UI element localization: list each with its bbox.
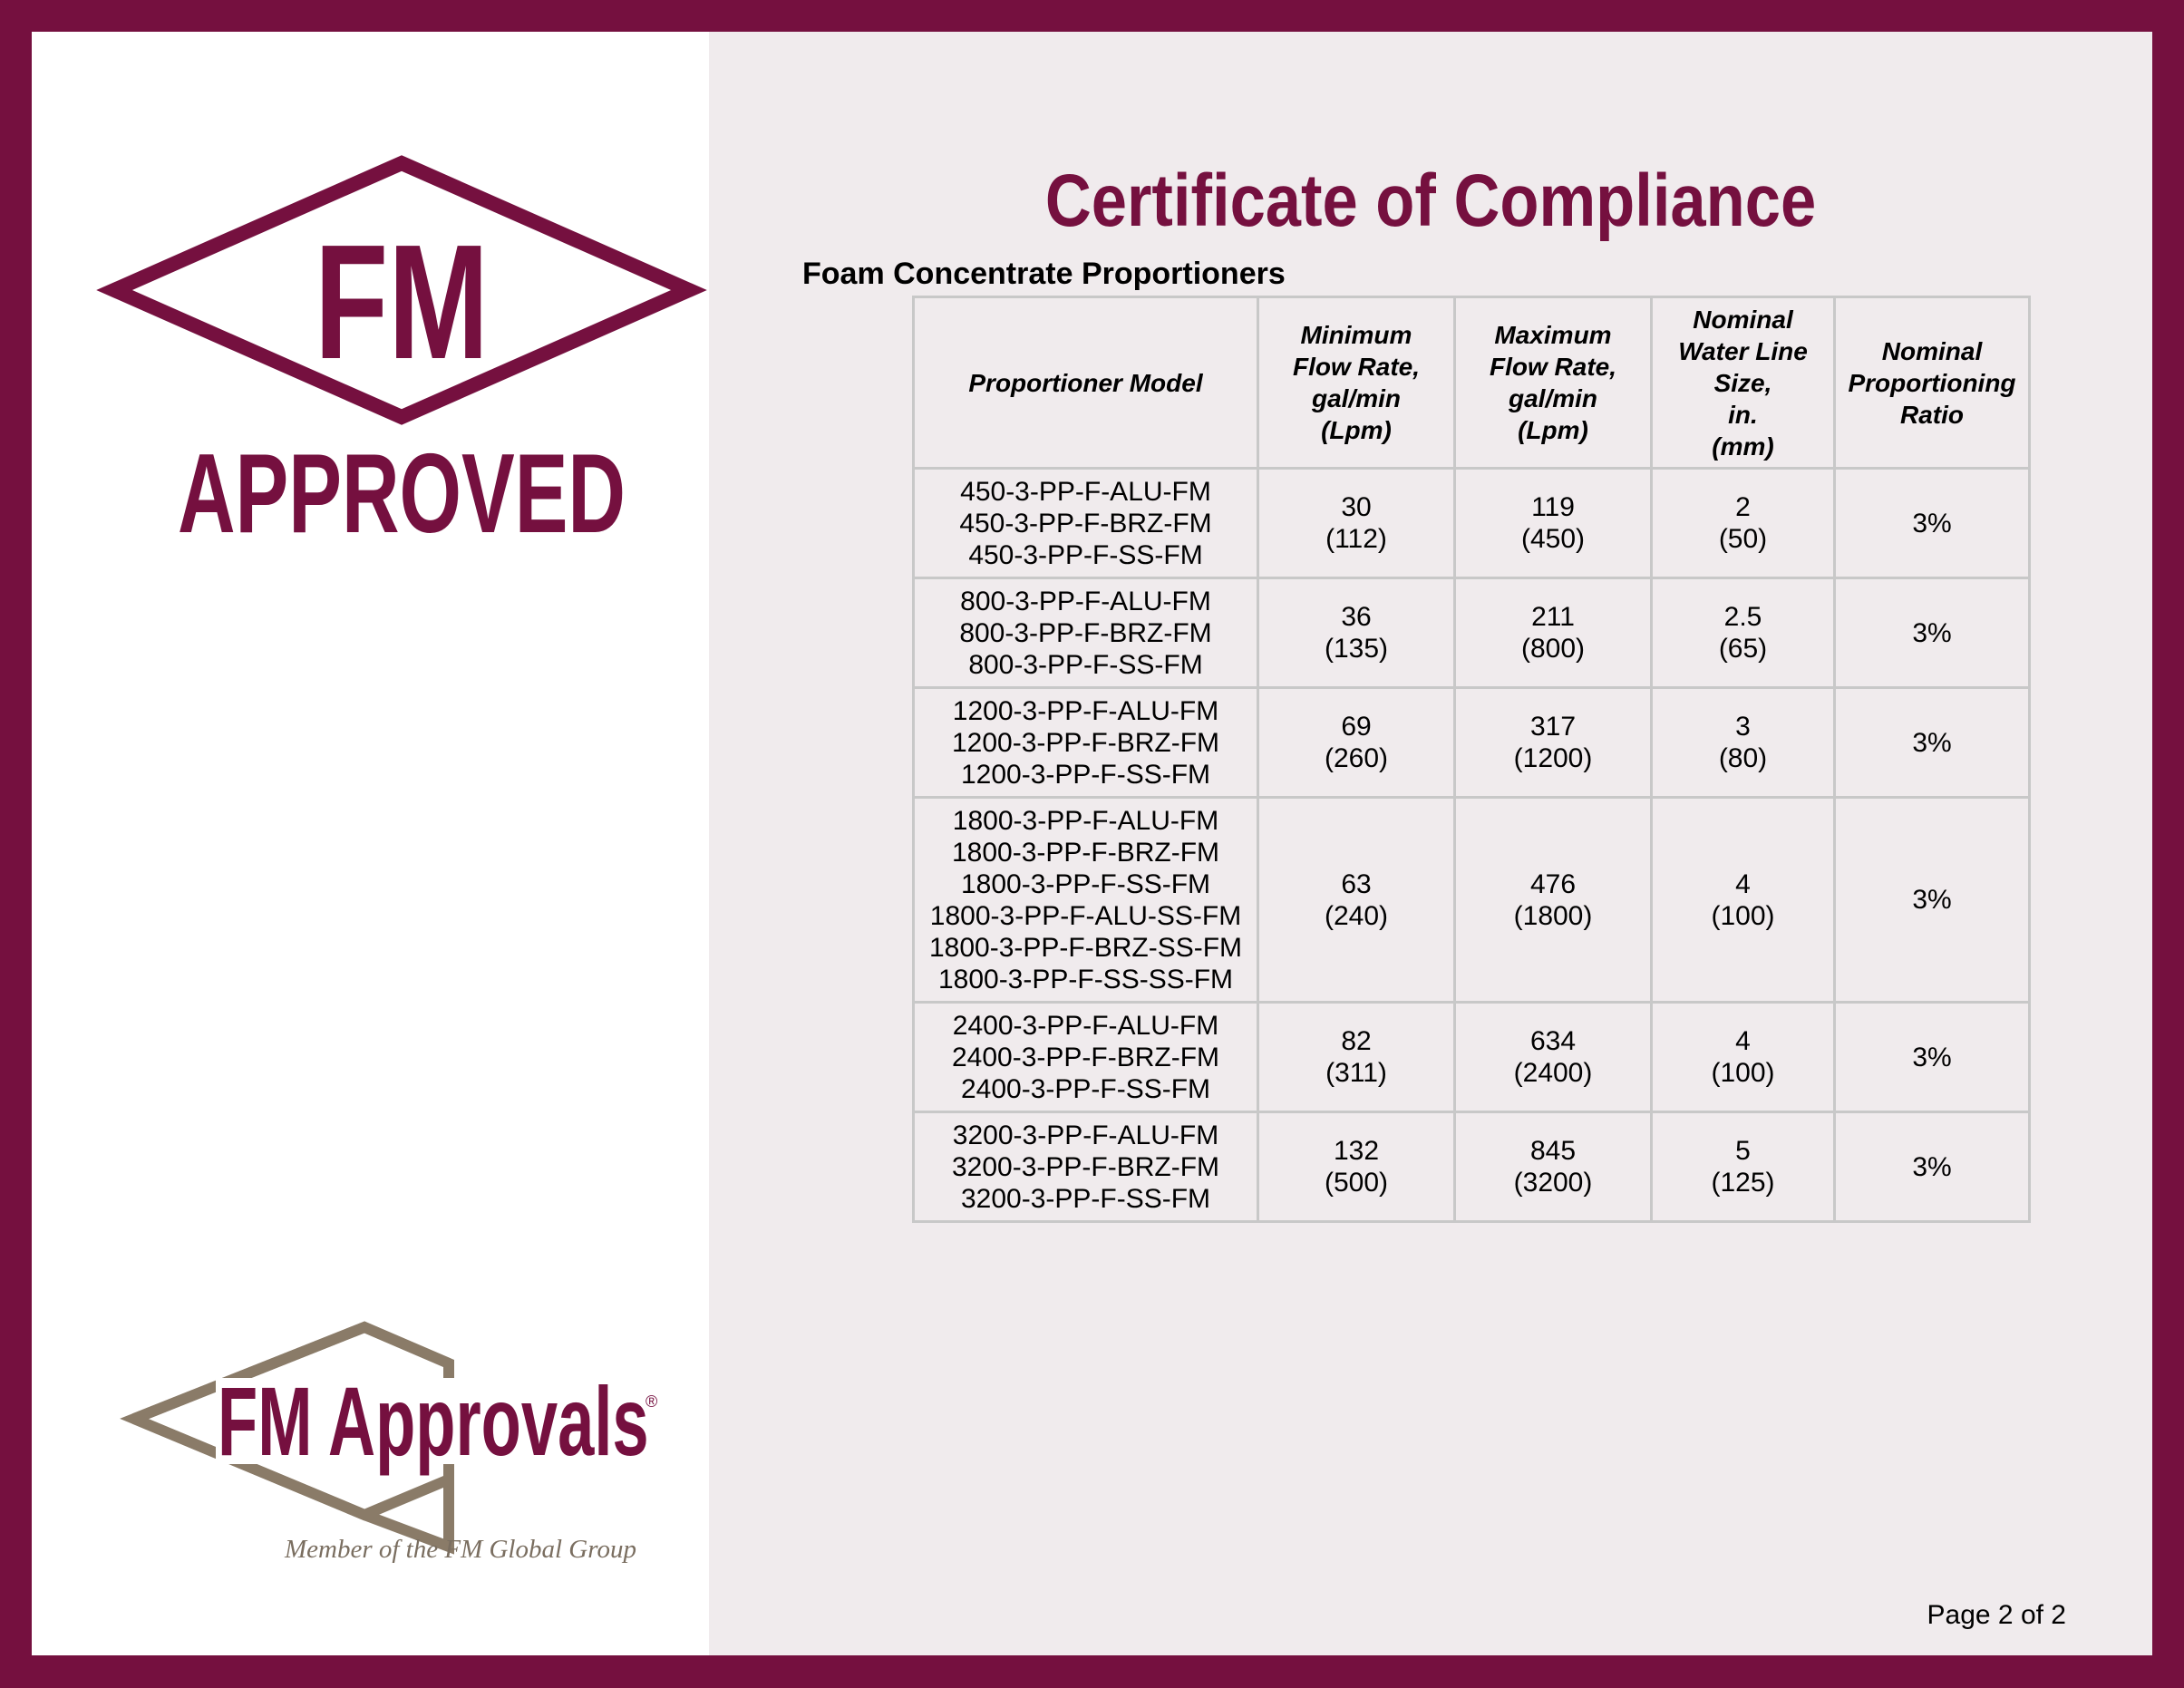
header-ratio: Nominal Proportioning Ratio (1835, 297, 2030, 469)
content-panel (709, 32, 2152, 1655)
product-category-title: Foam Concentrate Proportioners (802, 257, 1286, 291)
max-flow-cell: 211 (800) (1455, 578, 1652, 688)
max-flow-cell: 845 (3200) (1455, 1112, 1652, 1222)
registered-mark: ® (645, 1392, 658, 1411)
max-flow-cell: 317 (1200) (1455, 688, 1652, 798)
logo-approved-text: APPROVED (177, 431, 626, 557)
ratio-cell: 3% (1835, 798, 2030, 1003)
line-size-cell: 2 (50) (1652, 469, 1835, 578)
max-flow-cell: 476 (1800) (1455, 798, 1652, 1003)
page-title: Certificate of Compliance (1044, 160, 1817, 242)
table-row (914, 1112, 2030, 1222)
header-max-flow: Maximum Flow Rate, gal/min (Lpm) (1455, 297, 1652, 469)
model-cell: 1200-3-PP-F-ALU-FM 1200-3-PP-F-BRZ-FM 1200-3-PP-F-SS-FM (914, 688, 1258, 798)
min-flow-cell: 36 (135) (1258, 578, 1455, 688)
fm-approved-logo (77, 122, 712, 558)
ratio-cell: 3% (1835, 1112, 2030, 1222)
logo-fm-approvals-text: FM Approvals (218, 1367, 649, 1477)
table-header-row (914, 297, 2030, 469)
logo-panel (32, 32, 709, 1655)
line-size-cell: 3 (80) (1652, 688, 1835, 798)
model-cell: 2400-3-PP-F-ALU-FM 2400-3-PP-F-BRZ-FM 2400-3-PP-F-SS-FM (914, 1003, 1258, 1112)
table-row (914, 1003, 2030, 1112)
model-cell: 450-3-PP-F-ALU-FM 450-3-PP-F-BRZ-FM 450-3-PP-F-SS-FM (914, 469, 1258, 578)
logo-fm-text: FM (314, 210, 490, 393)
ratio-cell: 3% (1835, 1003, 2030, 1112)
ratio-cell: 3% (1835, 688, 2030, 798)
header-min-flow: Minimum Flow Rate, gal/min (Lpm) (1258, 297, 1455, 469)
fm-approvals-logo (91, 1287, 671, 1586)
line-size-cell: 5 (125) (1652, 1112, 1835, 1222)
model-cell: 3200-3-PP-F-ALU-FM 3200-3-PP-F-BRZ-FM 3200-3-PP-F-SS-FM (914, 1112, 1258, 1222)
ratio-cell: 3% (1835, 578, 2030, 688)
model-cell: 800-3-PP-F-ALU-FM 800-3-PP-F-BRZ-FM 800-3-PP-F-SS-FM (914, 578, 1258, 688)
certificate-page (32, 32, 2152, 1655)
header-line-size: Nominal Water Line Size, in. (mm) (1652, 297, 1835, 469)
header-proportioner-model: Proportioner Model (914, 297, 1258, 469)
page-number: Page 2 of 2 (1927, 1600, 2066, 1630)
min-flow-cell: 63 (240) (1258, 798, 1455, 1003)
table-row (914, 469, 2030, 578)
table-row (914, 798, 2030, 1003)
min-flow-cell: 82 (311) (1258, 1003, 1455, 1112)
min-flow-cell: 132 (500) (1258, 1112, 1455, 1222)
line-size-cell: 4 (100) (1652, 798, 1835, 1003)
table-row (914, 578, 2030, 688)
table-row (914, 688, 2030, 798)
min-flow-cell: 69 (260) (1258, 688, 1455, 798)
ratio-cell: 3% (1835, 469, 2030, 578)
model-cell: 1800-3-PP-F-ALU-FM 1800-3-PP-F-BRZ-FM 1800-3-PP-F-SS-FM 1800-3-PP-F-ALU-SS-FM 1800-3-PP-F-BRZ-SS-FM 1800-3-PP-F-SS-SS-FM (914, 798, 1258, 1003)
max-flow-cell: 119 (450) (1455, 469, 1652, 578)
max-flow-cell: 634 (2400) (1455, 1003, 1652, 1112)
logo-tagline: Member of the FM Global Group (285, 1535, 636, 1564)
compliance-table (912, 296, 2031, 1223)
line-size-cell: 2.5 (65) (1652, 578, 1835, 688)
line-size-cell: 4 (100) (1652, 1003, 1835, 1112)
min-flow-cell: 30 (112) (1258, 469, 1455, 578)
compliance-table-container (912, 296, 2031, 1223)
